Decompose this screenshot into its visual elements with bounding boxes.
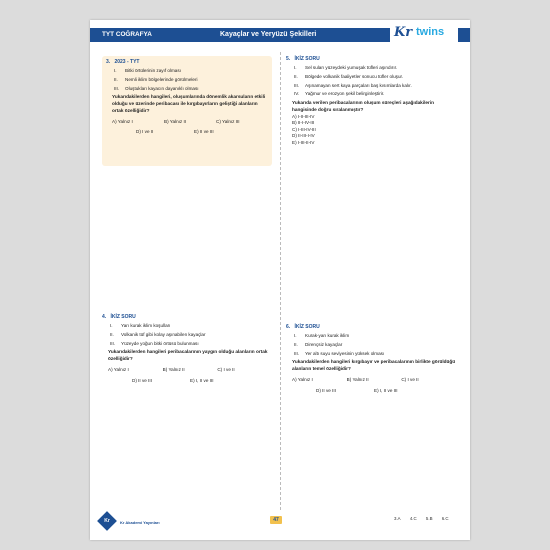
question-number: 5. — [286, 56, 291, 62]
option-e[interactable]: E) I, II ve III — [374, 387, 398, 393]
question-stem: Yukarıda verilen peribacalarının oluşum süreçleri aşağıdakilerin hangisinde doğru sıralanmıştır? — [292, 99, 434, 112]
options-row — [286, 377, 456, 384]
statement-text: Yağmur ve erozyon şekil belirginleştirir. — [305, 91, 385, 97]
statement-numeral: I. — [114, 68, 117, 74]
options-row — [286, 388, 456, 395]
question-number: 4. — [102, 314, 107, 320]
option-b[interactable]: B) Yalnız II — [346, 376, 369, 382]
option-a[interactable]: A) Yalnız I — [112, 118, 133, 124]
option-a[interactable]: A) Yalnız I — [292, 376, 313, 382]
option-d[interactable]: D) II ve III — [132, 377, 152, 383]
question-4 — [102, 314, 272, 384]
statement-numeral: III. — [294, 82, 300, 88]
publisher-logo-icon — [97, 511, 117, 531]
document-page — [90, 20, 470, 540]
statement-text: Yer altı suyu seviyesinin yüksek olması — [305, 350, 385, 356]
statement — [286, 83, 456, 90]
statement-text: Nemli iklim bölgelerinde görülmeleri — [125, 76, 198, 82]
statement — [286, 342, 456, 349]
option-e[interactable]: E) I, II ve III — [190, 377, 214, 383]
question-tag: İKİZ SORU — [110, 314, 136, 320]
statement-text: Sel suları yüzeydeki yumuşak tüfleri aşındırır. — [305, 65, 398, 71]
statement-text: Bitki örtülerinin zayıf olması — [125, 68, 181, 74]
kr-twins-logo — [390, 23, 458, 47]
answer-item: 3.A — [394, 516, 401, 521]
statement-numeral: II. — [294, 73, 298, 79]
option-b[interactable]: B) II-I-IV-III — [292, 120, 315, 126]
options-row — [106, 129, 268, 136]
options-column — [286, 114, 456, 147]
statement — [102, 323, 272, 330]
option-d[interactable]: D) II ve III — [316, 387, 336, 393]
question-stem: Yukarıdakilerden hangileri peribacalarının yaygın olduğu alanların ortak özelliğidir? — [108, 349, 268, 362]
statement-text: Bölgede volkanik faaliyetler sonucu tüfler oluşur. — [305, 73, 404, 79]
statement — [286, 91, 456, 98]
statement — [286, 74, 456, 81]
answer-item: 6.C — [441, 516, 449, 521]
option-c[interactable]: C) I-III-IV-III — [292, 126, 316, 132]
option-d[interactable]: D) II-III-I-IV — [292, 133, 315, 139]
statement-numeral: I. — [294, 333, 297, 339]
question-tag: 2023 - TYT — [114, 59, 140, 65]
question-stem: Yukarıdakilerden hangileri kırgıbayır ve peribacalarının birlikte görüldüğü alanların temel özelliğidir? — [292, 359, 456, 372]
statement-text: Dirençsiz kayaçlar — [305, 341, 343, 347]
statement-numeral: II. — [294, 341, 298, 347]
statement-numeral: III. — [114, 85, 120, 91]
question-number: 6. — [286, 324, 291, 330]
option-c[interactable]: C) I ve II — [401, 376, 419, 382]
question-5 — [286, 56, 456, 147]
logo-kr-text: Kr — [394, 25, 413, 40]
statement-numeral: I. — [110, 323, 113, 329]
statement — [286, 351, 456, 358]
options-row — [106, 119, 268, 126]
statement-numeral: III. — [294, 350, 300, 356]
options-row — [102, 378, 272, 385]
publisher-name: Kr Akademi Yayınları — [120, 520, 160, 525]
answer-item: 4.C — [409, 516, 417, 521]
statement-text: Kurak-yarı kurak iklim — [305, 333, 350, 339]
statement-numeral: III. — [110, 340, 116, 346]
option-b[interactable]: B) Yalnız II — [162, 366, 185, 372]
publisher-logo-text: Kr — [104, 518, 110, 524]
subject-label: TYT COĞRAFYA — [102, 31, 152, 38]
statement-numeral: II. — [110, 331, 114, 337]
column-divider — [280, 52, 281, 510]
question-tag: İKİZ SORU — [294, 56, 320, 62]
option-a[interactable]: A) I-II-III-IV — [292, 113, 315, 119]
statement-text: Yarı kurak iklim koşulları — [121, 323, 171, 329]
page-number: 47 — [270, 516, 282, 524]
statement — [286, 65, 456, 72]
option-b[interactable]: B) Yalnız II — [164, 118, 187, 124]
statement-numeral: IV. — [294, 91, 300, 97]
question-stem: Yukarıdakilerden hangileri, oluşumlarında dönemlik akarsuların etkili olduğu ve üzerinde peribacası ile kırgıbayırların geliştiği alanların ortak özelliğidir? — [112, 94, 266, 113]
question-number: 3. — [106, 59, 111, 65]
statement-text: Yüzeyde yoğun bitki örtüsü bulunması — [121, 340, 199, 346]
statement — [286, 333, 456, 340]
option-a[interactable]: A) Yalnız I — [108, 366, 129, 372]
question-tag: İKİZ SORU — [294, 324, 320, 330]
statement-text: Aşınamayan sert kaya parçaları baş kısımlarda kalır. — [305, 82, 412, 88]
option-c[interactable]: C) Yalnız III — [216, 118, 240, 124]
statement-text: Volkanik tüf gibi kolay aşınabilen kayaçlar — [121, 331, 206, 337]
logo-twins-text: twins — [416, 26, 445, 38]
statement-numeral: II. — [114, 76, 118, 82]
option-c[interactable]: C) I ve II — [217, 366, 235, 372]
answer-key — [390, 516, 453, 521]
statement — [106, 77, 268, 84]
statement — [102, 341, 272, 348]
statement-numeral: I. — [294, 65, 297, 71]
option-d[interactable]: D) I ve II — [136, 129, 154, 135]
answer-item: 5.B — [425, 516, 433, 521]
statement-text: Oluştukları kayacın dayanıklı olması — [125, 85, 199, 91]
topic-title: Kayaçlar ve Yeryüzü Şekilleri — [220, 31, 317, 38]
options-row — [102, 367, 272, 374]
statement — [102, 332, 272, 339]
statement — [106, 86, 268, 93]
option-e[interactable]: E) II ve III — [194, 129, 214, 135]
question-6 — [286, 324, 456, 394]
option-e[interactable]: E) I-III-II-IV — [292, 140, 315, 146]
statement — [106, 68, 268, 75]
question-3 — [102, 56, 272, 166]
